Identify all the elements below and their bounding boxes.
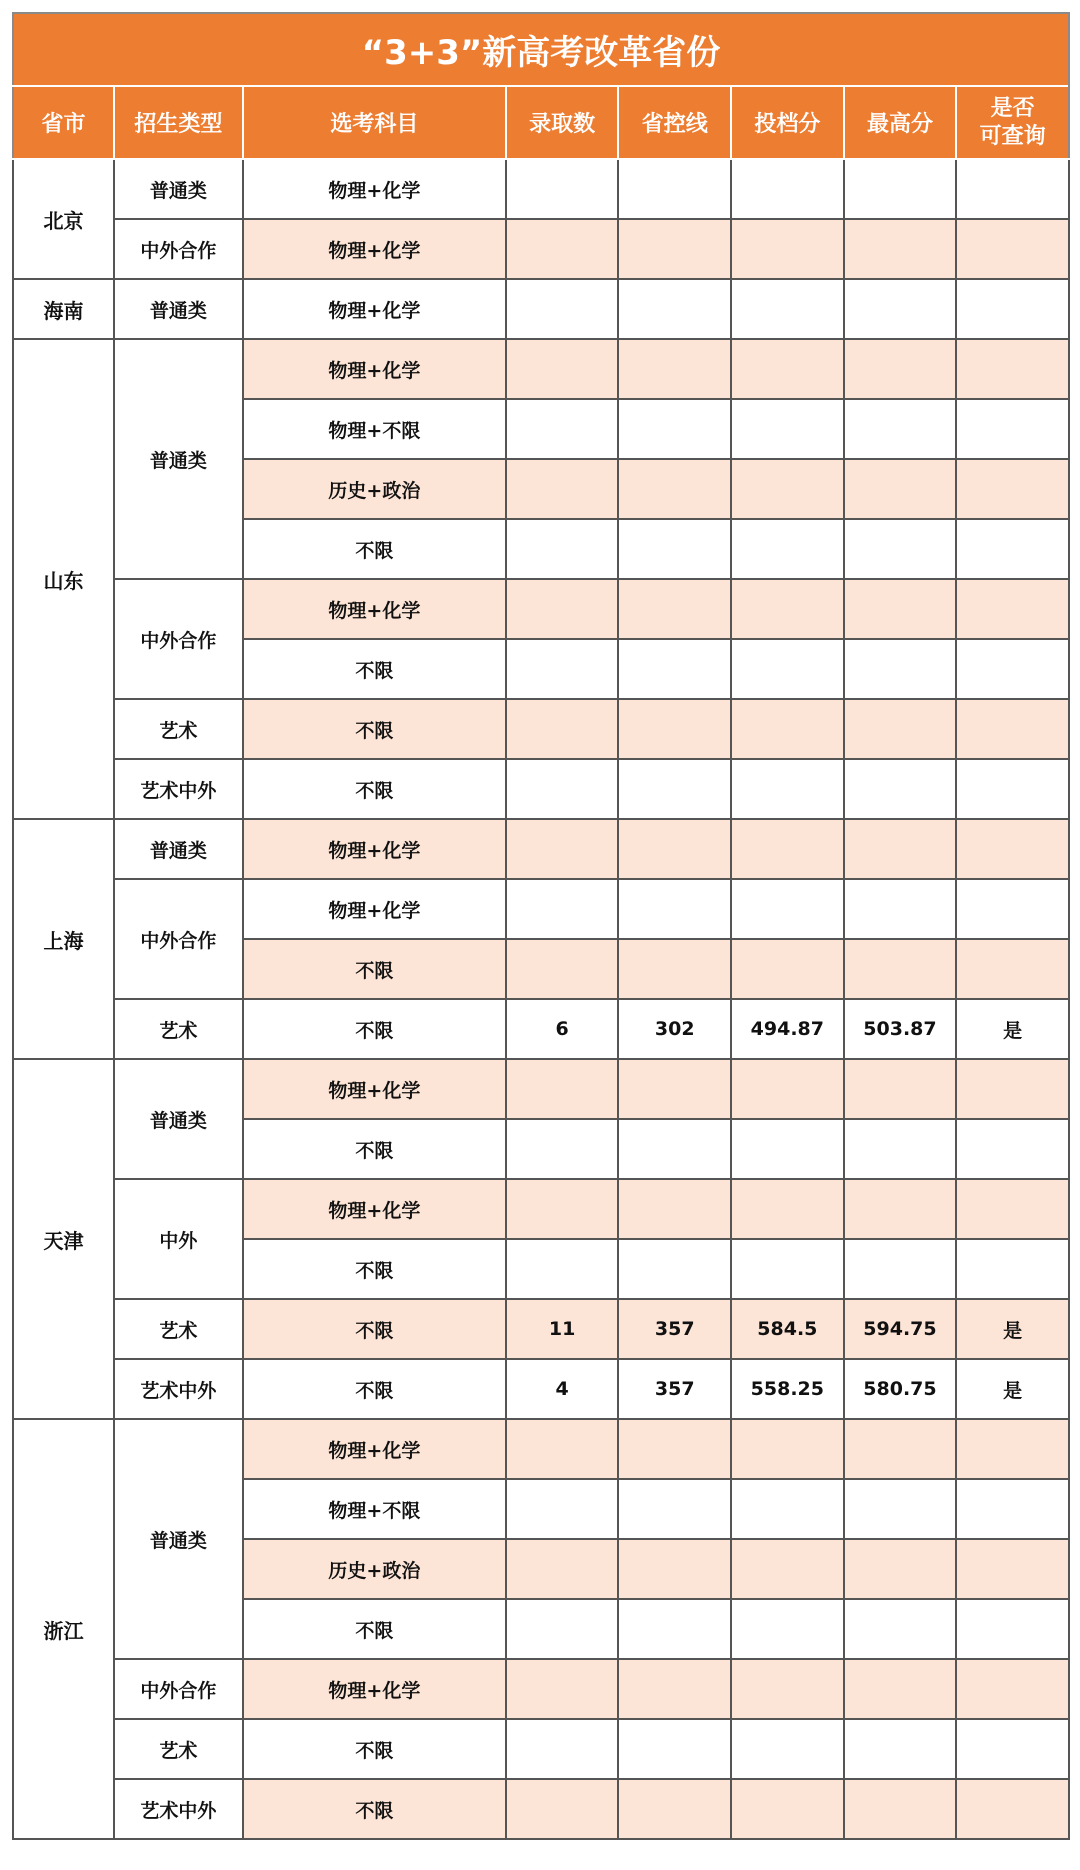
max-score-cell (844, 279, 957, 339)
control-line-cell (618, 399, 731, 459)
admitted-cell: 6 (506, 999, 619, 1059)
table-row (13, 819, 1069, 879)
max-score-cell (844, 579, 957, 639)
queryable-cell (956, 759, 1069, 819)
queryable-cell (956, 819, 1069, 879)
queryable-cell (956, 519, 1069, 579)
header-queryable-line1: 是否 (990, 96, 1035, 121)
category-cell: 艺术 (114, 699, 243, 759)
province-cell: 山东 (13, 339, 114, 819)
category-cell: 普通类 (114, 1419, 243, 1659)
admitted-cell (506, 1479, 619, 1539)
queryable-cell (956, 1659, 1069, 1719)
control-line-cell (618, 279, 731, 339)
category-cell: 普通类 (114, 819, 243, 879)
file-score-cell (731, 1779, 844, 1839)
max-score-cell (844, 519, 957, 579)
control-line-cell (618, 1719, 731, 1779)
subjects-cell: 历史+政治 (243, 1539, 506, 1599)
control-line-cell (618, 639, 731, 699)
control-line-cell (618, 1599, 731, 1659)
table-row (13, 1719, 1069, 1779)
control-line-cell (618, 459, 731, 519)
admitted-cell: 4 (506, 1359, 619, 1419)
admitted-cell (506, 819, 619, 879)
queryable-cell (956, 639, 1069, 699)
control-line-cell (618, 819, 731, 879)
file-score-cell (731, 819, 844, 879)
max-score-cell (844, 1539, 957, 1599)
max-score-cell (844, 699, 957, 759)
table-row (13, 759, 1069, 819)
subjects-cell: 物理+化学 (243, 219, 506, 279)
control-line-cell (618, 1659, 731, 1719)
category-cell: 中外合作 (114, 579, 243, 699)
category-cell: 中外 (114, 1179, 243, 1299)
queryable-cell (956, 1719, 1069, 1779)
admitted-cell: 11 (506, 1299, 619, 1359)
subjects-cell: 不限 (243, 1119, 506, 1179)
max-score-cell (844, 1059, 957, 1119)
control-line-cell (618, 339, 731, 399)
table-row (13, 339, 1069, 399)
max-score-cell (844, 399, 957, 459)
subjects-cell: 物理+化学 (243, 1179, 506, 1239)
queryable-cell (956, 399, 1069, 459)
max-score-cell (844, 1779, 957, 1839)
max-score-cell: 594.75 (844, 1299, 957, 1359)
category-cell: 艺术中外 (114, 1779, 243, 1839)
queryable-cell (956, 1119, 1069, 1179)
header-admitted: 录取数 (506, 86, 619, 159)
category-cell: 普通类 (114, 159, 243, 219)
control-line-cell (618, 1539, 731, 1599)
queryable-cell (956, 459, 1069, 519)
table-row (13, 579, 1069, 639)
subjects-cell: 物理+化学 (243, 1659, 506, 1719)
max-score-cell (844, 819, 957, 879)
control-line-cell (618, 1479, 731, 1539)
admitted-cell (506, 1059, 619, 1119)
admitted-cell (506, 159, 619, 219)
province-cell: 海南 (13, 279, 114, 339)
admitted-cell (506, 699, 619, 759)
queryable-cell (956, 1179, 1069, 1239)
control-line-cell: 357 (618, 1359, 731, 1419)
control-line-cell (618, 1119, 731, 1179)
admitted-cell (506, 219, 619, 279)
file-score-cell (731, 1659, 844, 1719)
file-score-cell (731, 1539, 844, 1599)
file-score-cell (731, 1419, 844, 1479)
admitted-cell (506, 339, 619, 399)
header-queryable (956, 86, 1069, 159)
category-cell: 艺术 (114, 1299, 243, 1359)
subjects-cell: 不限 (243, 1359, 506, 1419)
control-line-cell: 357 (618, 1299, 731, 1359)
max-score-cell (844, 879, 957, 939)
queryable-cell (956, 159, 1069, 219)
admitted-cell (506, 639, 619, 699)
table-row (13, 279, 1069, 339)
category-cell: 中外合作 (114, 1659, 243, 1719)
control-line-cell (618, 159, 731, 219)
table-row (13, 879, 1069, 939)
subjects-cell: 物理+化学 (243, 879, 506, 939)
file-score-cell (731, 1479, 844, 1539)
control-line-cell (618, 879, 731, 939)
file-score-cell (731, 1179, 844, 1239)
table-row (13, 1359, 1069, 1419)
file-score-cell (731, 879, 844, 939)
queryable-cell: 是 (956, 999, 1069, 1059)
file-score-cell (731, 939, 844, 999)
control-line-cell (618, 1179, 731, 1239)
file-score-cell: 558.25 (731, 1359, 844, 1419)
file-score-cell (731, 639, 844, 699)
control-line-cell (618, 759, 731, 819)
queryable-cell (956, 879, 1069, 939)
admitted-cell (506, 459, 619, 519)
file-score-cell (731, 399, 844, 459)
control-line-cell: 302 (618, 999, 731, 1059)
category-cell: 艺术 (114, 1719, 243, 1779)
file-score-cell (731, 1059, 844, 1119)
control-line-cell (618, 579, 731, 639)
subjects-cell: 不限 (243, 519, 506, 579)
subjects-cell: 物理+化学 (243, 1419, 506, 1479)
subjects-cell: 不限 (243, 699, 506, 759)
admitted-cell (506, 1599, 619, 1659)
table-row (13, 1659, 1069, 1719)
queryable-cell: 是 (956, 1359, 1069, 1419)
table-frame (12, 12, 1070, 1840)
queryable-cell (956, 1599, 1069, 1659)
admitted-cell (506, 519, 619, 579)
file-score-cell (731, 1239, 844, 1299)
category-cell: 中外合作 (114, 879, 243, 999)
subjects-cell: 物理+化学 (243, 579, 506, 639)
max-score-cell (844, 759, 957, 819)
control-line-cell (618, 1419, 731, 1479)
queryable-cell (956, 699, 1069, 759)
admitted-cell (506, 1239, 619, 1299)
file-score-cell (731, 519, 844, 579)
header-control-line: 省控线 (618, 86, 731, 159)
max-score-cell (844, 159, 957, 219)
category-cell: 艺术中外 (114, 1359, 243, 1419)
subjects-cell: 物理+化学 (243, 279, 506, 339)
header-category: 招生类型 (114, 86, 243, 159)
subjects-cell: 不限 (243, 1779, 506, 1839)
table-row (13, 999, 1069, 1059)
file-score-cell (731, 1119, 844, 1179)
admitted-cell (506, 939, 619, 999)
max-score-cell (844, 1599, 957, 1659)
file-score-cell (731, 759, 844, 819)
max-score-cell (844, 639, 957, 699)
control-line-cell (618, 939, 731, 999)
control-line-cell (618, 219, 731, 279)
subjects-cell: 不限 (243, 939, 506, 999)
admitted-cell (506, 279, 619, 339)
table-row (13, 1059, 1069, 1119)
max-score-cell (844, 1659, 957, 1719)
file-score-cell: 494.87 (731, 999, 844, 1059)
table-title: “3+3”新高考改革省份 (12, 12, 1070, 85)
header-file-score: 投档分 (731, 86, 844, 159)
max-score-cell (844, 1479, 957, 1539)
table-row (13, 1419, 1069, 1479)
file-score-cell (731, 1599, 844, 1659)
admitted-cell (506, 1179, 619, 1239)
subjects-cell: 历史+政治 (243, 459, 506, 519)
max-score-cell (844, 339, 957, 399)
queryable-cell (956, 579, 1069, 639)
subjects-cell: 物理+不限 (243, 399, 506, 459)
admitted-cell (506, 879, 619, 939)
max-score-cell: 580.75 (844, 1359, 957, 1419)
file-score-cell (731, 159, 844, 219)
file-score-cell (731, 699, 844, 759)
table-row (13, 699, 1069, 759)
file-score-cell (731, 339, 844, 399)
max-score-cell (844, 1419, 957, 1479)
subjects-cell: 物理+化学 (243, 819, 506, 879)
max-score-cell (844, 1239, 957, 1299)
max-score-cell (844, 459, 957, 519)
queryable-cell (956, 1419, 1069, 1479)
header-subjects: 选考科目 (243, 86, 506, 159)
max-score-cell: 503.87 (844, 999, 957, 1059)
admitted-cell (506, 1419, 619, 1479)
control-line-cell (618, 1779, 731, 1839)
category-cell: 普通类 (114, 1059, 243, 1179)
control-line-cell (618, 519, 731, 579)
subjects-cell: 不限 (243, 639, 506, 699)
table-row (13, 219, 1069, 279)
subjects-cell: 不限 (243, 759, 506, 819)
queryable-cell (956, 219, 1069, 279)
category-cell: 普通类 (114, 279, 243, 339)
subjects-cell: 不限 (243, 999, 506, 1059)
province-cell: 上海 (13, 819, 114, 1059)
admitted-cell (506, 1539, 619, 1599)
header-province: 省市 (13, 86, 114, 159)
queryable-cell (956, 1779, 1069, 1839)
max-score-cell (844, 1179, 957, 1239)
admission-table (12, 85, 1070, 1840)
max-score-cell (844, 219, 957, 279)
subjects-cell: 不限 (243, 1719, 506, 1779)
table-row (13, 1779, 1069, 1839)
file-score-cell (731, 279, 844, 339)
max-score-cell (844, 1719, 957, 1779)
header-queryable-line2: 可查询 (979, 123, 1046, 149)
admitted-cell (506, 1779, 619, 1839)
subjects-cell: 不限 (243, 1239, 506, 1299)
subjects-cell: 不限 (243, 1599, 506, 1659)
subjects-cell: 物理+化学 (243, 159, 506, 219)
admitted-cell (506, 1119, 619, 1179)
header-row (13, 86, 1069, 159)
table-row (13, 159, 1069, 219)
queryable-cell (956, 1059, 1069, 1119)
province-cell: 天津 (13, 1059, 114, 1419)
category-cell: 普通类 (114, 339, 243, 579)
province-cell: 浙江 (13, 1419, 114, 1839)
admitted-cell (506, 1719, 619, 1779)
control-line-cell (618, 1239, 731, 1299)
subjects-cell: 不限 (243, 1299, 506, 1359)
admitted-cell (506, 759, 619, 819)
category-cell: 艺术 (114, 999, 243, 1059)
category-cell: 艺术中外 (114, 759, 243, 819)
subjects-cell: 物理+化学 (243, 1059, 506, 1119)
queryable-cell (956, 279, 1069, 339)
queryable-cell (956, 939, 1069, 999)
file-score-cell (731, 219, 844, 279)
control-line-cell (618, 1059, 731, 1119)
admitted-cell (506, 1659, 619, 1719)
queryable-cell (956, 339, 1069, 399)
queryable-cell (956, 1479, 1069, 1539)
file-score-cell: 584.5 (731, 1299, 844, 1359)
control-line-cell (618, 699, 731, 759)
header-max-score: 最高分 (844, 86, 957, 159)
queryable-cell (956, 1539, 1069, 1599)
subjects-cell: 物理+不限 (243, 1479, 506, 1539)
category-cell: 中外合作 (114, 219, 243, 279)
queryable-cell (956, 1239, 1069, 1299)
admitted-cell (506, 579, 619, 639)
admitted-cell (506, 399, 619, 459)
max-score-cell (844, 939, 957, 999)
table-row (13, 1179, 1069, 1239)
file-score-cell (731, 1719, 844, 1779)
subjects-cell: 物理+化学 (243, 339, 506, 399)
file-score-cell (731, 579, 844, 639)
file-score-cell (731, 459, 844, 519)
queryable-cell: 是 (956, 1299, 1069, 1359)
max-score-cell (844, 1119, 957, 1179)
table-row (13, 1299, 1069, 1359)
province-cell: 北京 (13, 159, 114, 279)
